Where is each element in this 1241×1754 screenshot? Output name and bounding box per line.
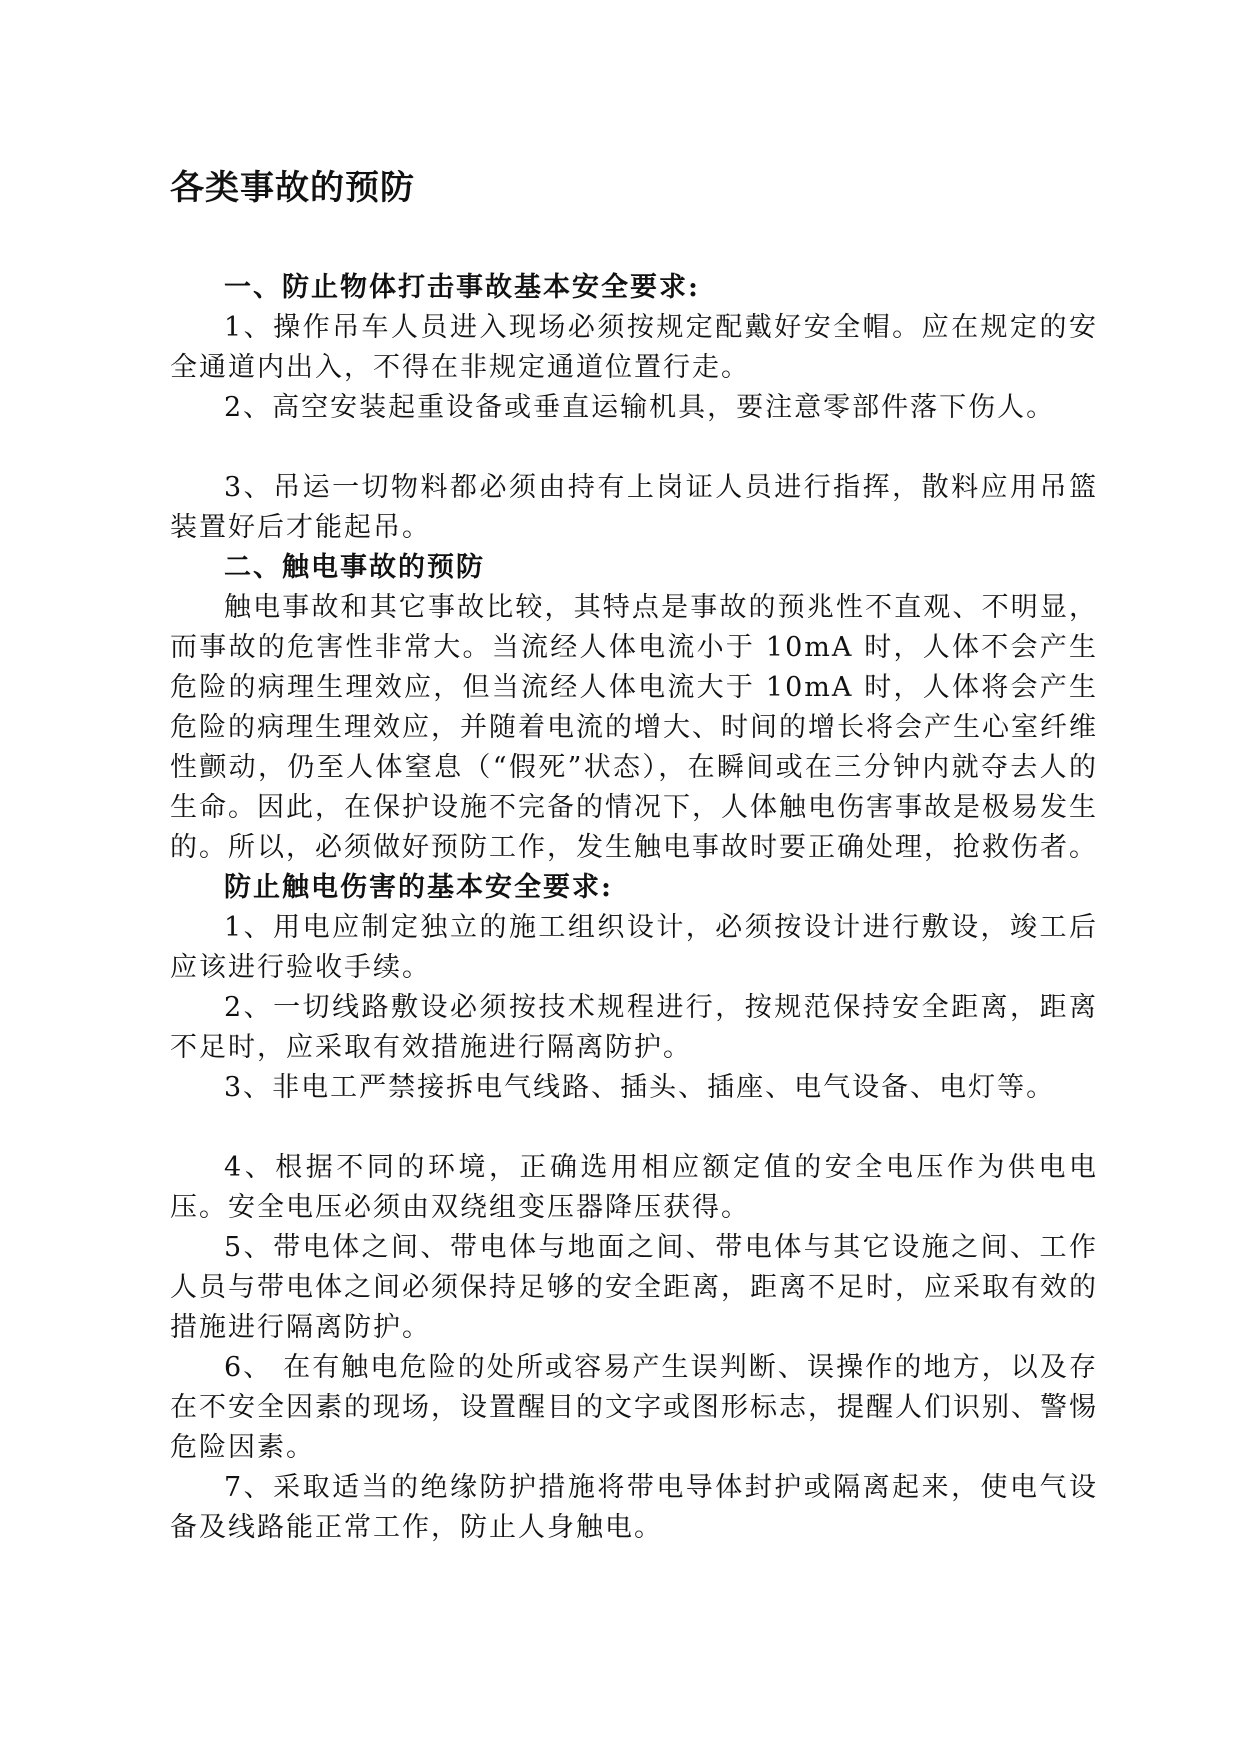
section-2-paragraph: 触电事故和其它事故比较，其特点是事故的预兆性不直观、不明显，而事故的危害性非常大。当流经人体电流小于 10mA 时，人体不会产生危险的病理生理效应，但当流经人体电流大于 10mA 时，人体将会产生危险的病理生理效应，并随着电流的增大、时间的增长将会产生心室纤维性颤动，仍至人体窒息（“假死”状态），在瞬间或在三分钟内就夺去人的生命。因此，在保护设施不完备的情况下，人体触电伤害事故是极易发生的。所以，必须做好预防工作，发生触电事故时要正确处理，抢救伤者。 <box>170 592 1098 863</box>
section-2-item-5: 5、带电体之间、带电体与地面之间、带电体与其它设施之间、工作人员与带电体之间必须保持足够的安全距离，距离不足时，应采取有效的措施进行隔离防护。 <box>170 1232 1098 1343</box>
paragraph-spacer <box>170 1108 1098 1148</box>
paragraph-spacer <box>170 428 1098 468</box>
section-2-heading: 二、触电事故的预防 <box>224 552 485 583</box>
section-2-subheading: 防止触电伤害的基本安全要求: <box>224 872 613 903</box>
section-2-item-7: 7、采取适当的绝缘防护措施将带电导体封护或隔离起来，使电气设备及线路能正常工作，防止人身触电。 <box>170 1472 1098 1543</box>
section-2-item-3: 3、非电工严禁接拆电气线路、插头、插座、电气设备、电灯等。 <box>224 1072 1056 1103</box>
section-2-item-4: 4、根据不同的环境，正确选用相应额定值的安全电压作为供电电压。安全电压必须由双绕组变压器降压获得。 <box>170 1152 1098 1223</box>
section-1-heading: 一、防止物体打击事故基本安全要求: <box>224 272 700 303</box>
section-2-item-1: 1、用电应制定独立的施工组织设计，必须按设计进行敷设，竣工后应该进行验收手续。 <box>170 912 1098 983</box>
section-1-item-3: 3、吊运一切物料都必须由持有上岗证人员进行指挥，散料应用吊篮装置好后才能起吊。 <box>170 472 1098 543</box>
document-body <box>170 160 1098 1548</box>
section-1-item-2: 2、高空安装起重设备或垂直运输机具，要注意零部件落下伤人。 <box>224 392 1056 423</box>
page-title: 各类事故的预防 <box>170 168 415 208</box>
section-2-item-2: 2、一切线路敷设必须按技术规程进行，按规范保持安全距离，距离不足时，应采取有效措施进行隔离防护。 <box>170 992 1098 1063</box>
section-1-item-1: 1、操作吊车人员进入现场必须按规定配戴好安全帽。应在规定的安全通道内出入，不得在非规定通道位置行走。 <box>170 312 1098 383</box>
section-2-item-6: 6、 在有触电危险的处所或容易产生误判断、误操作的地方，以及存在不安全因素的现场，设置醒目的文字或图形标志，提醒人们识别、警惕危险因素。 <box>170 1352 1098 1463</box>
